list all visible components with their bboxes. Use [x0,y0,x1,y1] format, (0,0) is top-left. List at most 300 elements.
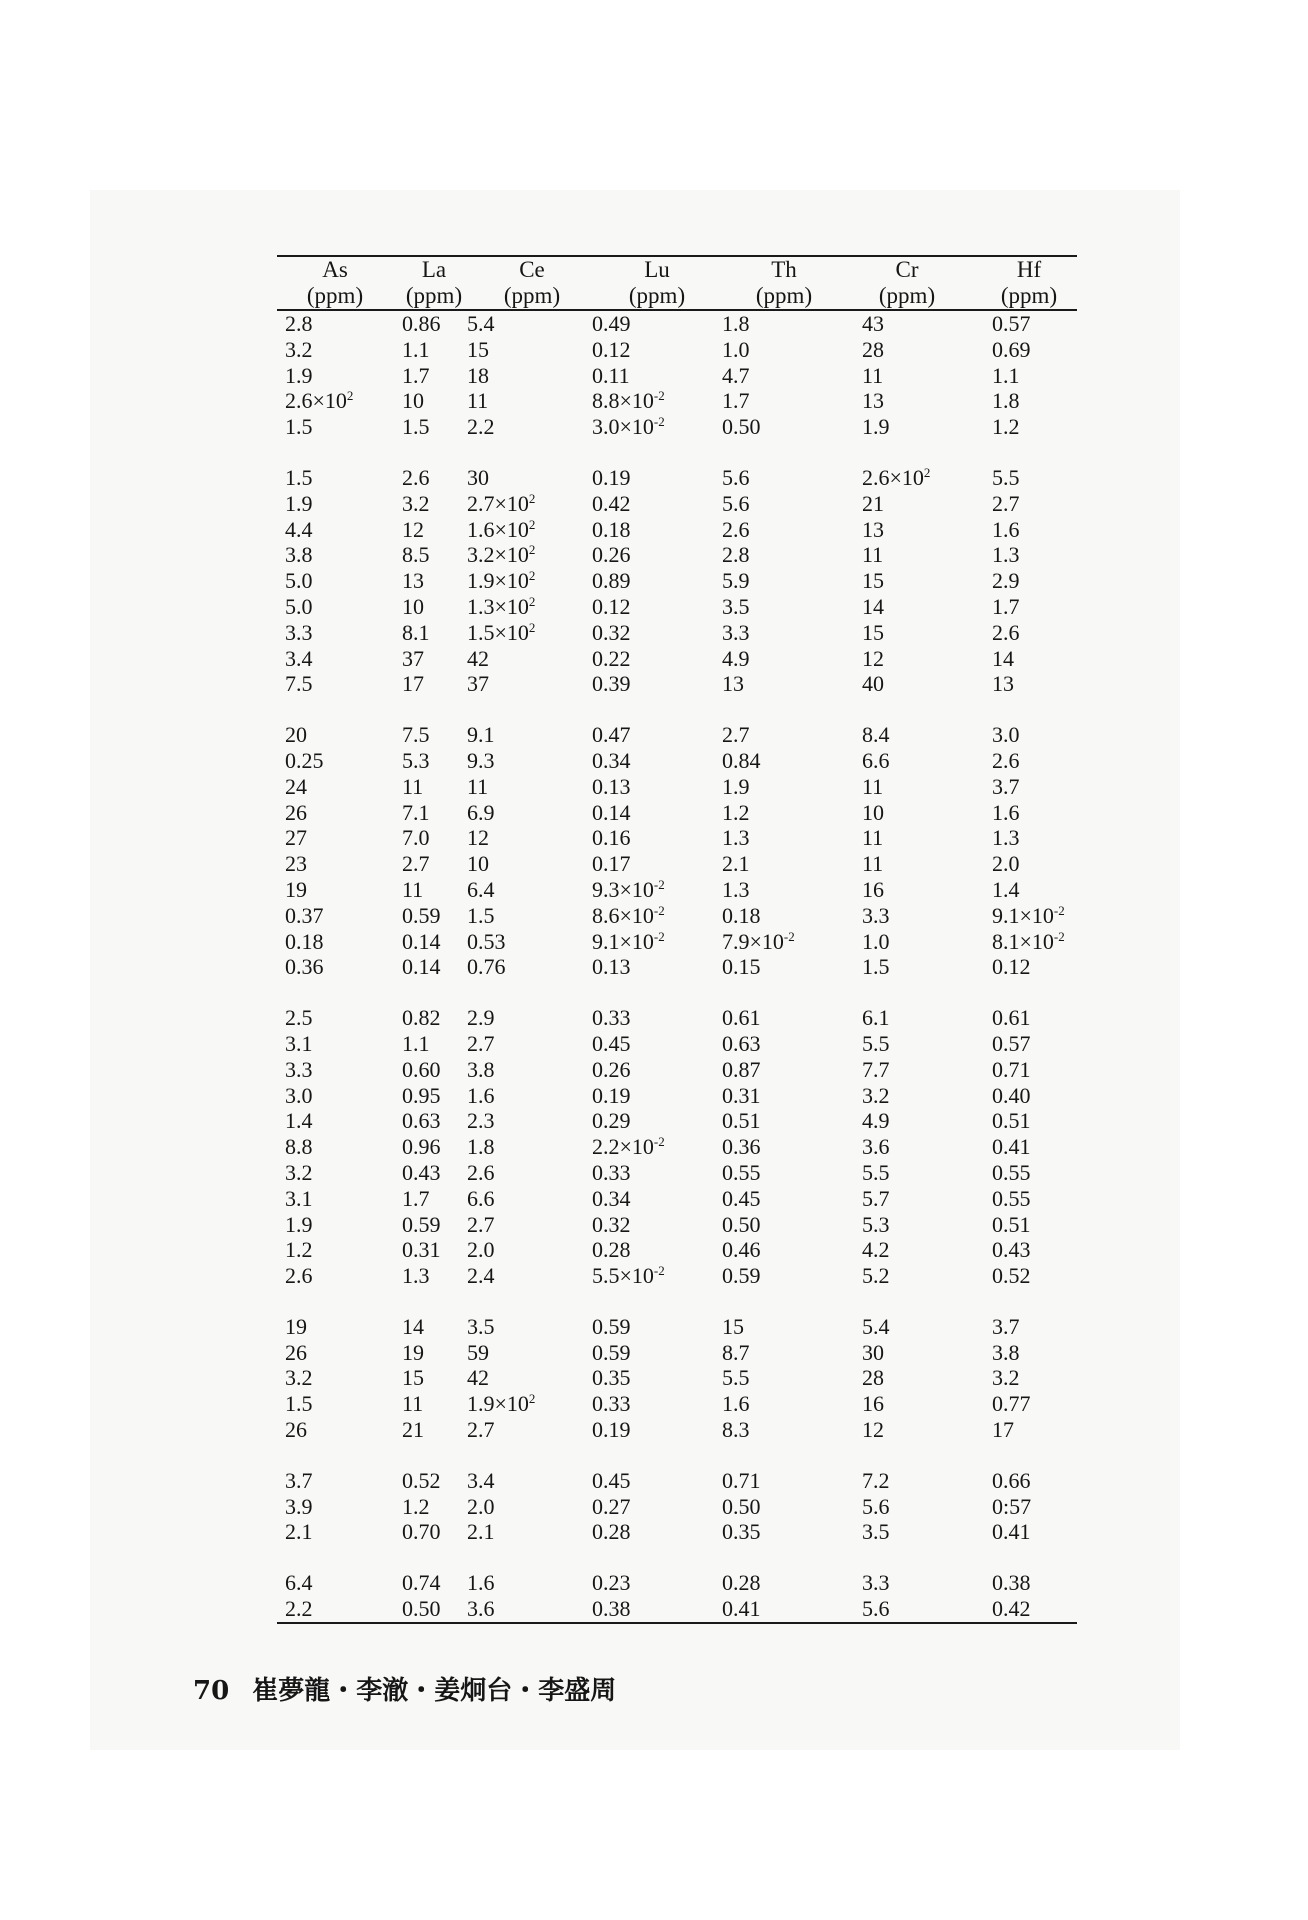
table-cell-la: 0.82 [402,1005,441,1031]
column-header-th [734,257,834,309]
table-cell-as: 19 [285,876,307,902]
page-number: 70 [193,1676,230,1706]
table-cell-lu: 0.26 [592,542,631,568]
table-cell-as: 2.8 [285,311,313,336]
table-row [277,1365,1077,1391]
table-cell-ce: 42 [467,1365,489,1391]
table-cell-cr: 13 [862,388,884,414]
table-cell-ce: 3.6 [467,1596,495,1622]
table-cell-as: 8.8 [285,1134,313,1160]
table-cell-ce: 3.8 [467,1056,495,1082]
table-cell-cr: 28 [862,1365,884,1391]
table-row [277,465,1077,491]
table-cell-la: 15 [402,1365,424,1391]
table-row [277,1468,1077,1494]
table-row-group [277,1468,1077,1545]
table-cell-th: 2.8 [722,542,750,568]
table-cell-ce: 3.4 [467,1467,495,1493]
table-cell-cr: 12 [862,645,884,671]
column-header-hf [979,257,1079,309]
table-cell-la: 37 [402,645,424,671]
table-row [277,646,1077,672]
table-row [277,311,1077,337]
column-header-la [384,257,484,309]
table-cell-lu: 0.26 [592,1056,631,1082]
table-cell-hf: 0.55 [992,1159,1031,1185]
table-cell-th: 5.9 [722,568,750,594]
table-cell-cr: 6.6 [862,747,890,773]
table-cell-cr: 7.2 [862,1467,890,1493]
table-row [277,517,1077,543]
column-unit: (ppm) [628,283,686,308]
table-cell-ce: 2.0 [467,1237,495,1263]
table-cell-ce: 2.4 [467,1263,495,1289]
table-cell-cr: 16 [862,1391,884,1417]
table-cell-hf: 2.6 [992,619,1020,645]
table-cell-ce: 42 [467,645,489,671]
table-cell-th: 1.8 [722,311,750,336]
table-cell-ce: $1.6\times 10^2$ [467,516,536,542]
table-cell-cr: 30 [862,1339,884,1365]
table-cell-lu: 0.28 [592,1237,631,1263]
table-cell-ce: 2.7 [467,1211,495,1237]
table-cell-hf: 1.6 [992,516,1020,542]
table-row [277,1519,1077,1545]
table-row [277,414,1077,440]
table-cell-hf: 2.0 [992,851,1020,877]
table-cell-th: 0.18 [722,902,761,928]
column-header-cr [857,257,957,309]
table-cell-th: 8.7 [722,1339,750,1365]
column-element: Cr [895,257,919,282]
table-cell-cr: 14 [862,593,884,619]
table-cell-cr: 15 [862,568,884,594]
table-cell-hf: 0.40 [992,1082,1031,1108]
table-cell-as: 0.25 [285,747,324,773]
table-cell-ce: 9.1 [467,722,495,748]
table-cell-as: 5.0 [285,593,313,619]
table-cell-as: 5.0 [285,568,313,594]
column-unit: (ppm) [503,283,561,308]
table-cell-ce: 6.6 [467,1185,495,1211]
table-cell-cr: 3.5 [862,1519,890,1545]
table-cell-hf: 1.2 [992,414,1020,440]
table-cell-hf: 0.51 [992,1211,1031,1237]
table-cell-hf: 1.8 [992,388,1020,414]
table-cell-hf: 0.43 [992,1237,1031,1263]
table-cell-hf: 0.77 [992,1391,1031,1417]
table-row [277,491,1077,517]
table-cell-as: 3.8 [285,542,313,568]
table-cell-th: 0.36 [722,1134,761,1160]
table-cell-th: 3.5 [722,593,750,619]
table-cell-ce: 2.9 [467,1005,495,1031]
table-cell-la: 7.0 [402,825,430,851]
table-cell-th: 1.2 [722,799,750,825]
table-cell-lu: 0.59 [592,1313,631,1339]
table-cell-la: 0.70 [402,1519,441,1545]
table-cell-hf: 2.7 [992,490,1020,516]
table-cell-as: 2.2 [285,1596,313,1622]
table-cell-la: 1.5 [402,414,430,440]
table-cell-lu: 0.39 [592,671,631,697]
table-cell-hf: 1.1 [992,362,1020,388]
table-cell-lu: 0.11 [592,362,630,388]
table-cell-la: 13 [402,568,424,594]
table-cell-as: 1.5 [285,464,313,490]
table-cell-lu: 0.18 [592,516,631,542]
table-cell-cr: 3.2 [862,1082,890,1108]
table-cell-hf: 0.41 [992,1519,1031,1545]
table-cell-la: 12 [402,516,424,542]
column-element: Lu [644,257,670,282]
table-cell-la: 0.14 [402,954,441,980]
table-cell-cr: 8.4 [862,722,890,748]
table-cell-ce: 5.4 [467,311,495,336]
table-cell-as: 26 [285,1417,307,1443]
table-cell-th: 0.50 [722,1211,761,1237]
table-cell-lu: 0.45 [592,1467,631,1493]
table-cell-cr: 11 [862,825,884,851]
table-cell-th: 0.50 [722,1493,761,1519]
table-cell-ce: 15 [467,336,489,362]
table-cell-hf: 3.7 [992,773,1020,799]
table-cell-la: 17 [402,671,424,697]
table-cell-lu: $9.3\times 10^{-2}$ [592,876,665,902]
table-cell-hf: 3.7 [992,1313,1020,1339]
table-cell-th: 0.61 [722,1005,761,1031]
table-cell-lu: 0.27 [592,1493,631,1519]
table-row [277,1005,1077,1031]
table-cell-ce: 2.7 [467,1030,495,1056]
table-cell-as: 3.9 [285,1493,313,1519]
table-cell-th: 1.7 [722,388,750,414]
table-cell-lu: 0.14 [592,799,631,825]
table-cell-lu: 0.33 [592,1159,631,1185]
table-row [277,568,1077,594]
table-cell-as: 1.9 [285,362,313,388]
table-cell-lu: 0.12 [592,593,631,619]
table-cell-as: 3.0 [285,1082,313,1108]
table-cell-th: 2.7 [722,722,750,748]
table-cell-hf: 0.61 [992,1005,1031,1031]
table-cell-ce: 1.6 [467,1570,495,1596]
table-cell-la: 1.3 [402,1263,430,1289]
table-bottom-rule [277,1622,1077,1624]
table-cell-th: 0.35 [722,1519,761,1545]
column-element: Hf [1016,257,1042,282]
table-cell-la: 1.7 [402,1185,430,1211]
table-cell-cr: 12 [862,1417,884,1443]
table-cell-cr: 1.5 [862,954,890,980]
table-cell-la: 5.3 [402,747,430,773]
table-cell-ce: 2.7 [467,1417,495,1443]
table-cell-la: 8.5 [402,542,430,568]
table-cell-cr: 16 [862,876,884,902]
table-cell-la: 10 [402,593,424,619]
table-cell-lu: 0.34 [592,747,631,773]
table-cell-cr: 11 [862,851,884,877]
table-cell-th: 1.9 [722,773,750,799]
table-cell-la: 0.60 [402,1056,441,1082]
table-cell-as: 4.4 [285,516,313,542]
table-cell-cr: 3.3 [862,1570,890,1596]
table-cell-la: 7.5 [402,722,430,748]
table-cell-ce: 1.5 [467,902,495,928]
table-cell-ce: 2.0 [467,1493,495,1519]
column-header-lu [607,257,707,309]
table-cell-hf: $9.1\times 10^{-2}$ [992,902,1065,928]
table-cell-lu: $5.5\times 10^{-2}$ [592,1263,665,1289]
table-cell-th: 0.55 [722,1159,761,1185]
table-cell-th: 5.6 [722,490,750,516]
table-cell-ce: 2.3 [467,1108,495,1134]
table-cell-as: 7.5 [285,671,313,697]
table-cell-hf: 0.12 [992,954,1031,980]
table-cell-as: 26 [285,1339,307,1365]
table-cell-as: 3.3 [285,1056,313,1082]
table-cell-ce: 0.53 [467,928,506,954]
table-cell-lu: 0.13 [592,773,631,799]
column-unit: (ppm) [755,283,813,308]
table-cell-lu: 0.33 [592,1391,631,1417]
table-cell-as: 27 [285,825,307,851]
table-cell-lu: $9.1\times 10^{-2}$ [592,928,665,954]
table-cell-hf: 0.41 [992,1134,1031,1160]
table-cell-th: 5.5 [722,1365,750,1391]
table-cell-ce: 1.8 [467,1134,495,1160]
table-row [277,620,1077,646]
table-row [277,388,1077,414]
table-cell-hf: 14 [992,645,1014,671]
table-cell-as: 23 [285,851,307,877]
table-row-group [277,722,1077,980]
table-row [277,1134,1077,1160]
table-cell-lu: 0.19 [592,1417,631,1443]
table-body [277,311,1077,1622]
table-cell-cr: 5.5 [862,1030,890,1056]
table-cell-la: 0.31 [402,1237,441,1263]
table-cell-hf: 1.3 [992,825,1020,851]
table-header [277,257,1077,309]
table-cell-ce: 2.2 [467,414,495,440]
table-row [277,825,1077,851]
table-cell-la: 2.6 [402,464,430,490]
table-cell-la: 1.1 [402,336,430,362]
table-cell-as: 1.5 [285,414,313,440]
column-unit: (ppm) [878,283,936,308]
table-cell-as: 2.6 [285,1263,313,1289]
table-cell-hf: 2.9 [992,568,1020,594]
table-cell-ce: 2.6 [467,1159,495,1185]
table-cell-ce: 2.1 [467,1519,495,1545]
table-cell-la: 0.14 [402,928,441,954]
table-cell-hf: 0.42 [992,1596,1031,1622]
table-row-group [277,1570,1077,1622]
column-element: Ce [519,257,545,282]
table-cell-hf: 1.3 [992,542,1020,568]
page-footer [193,1670,616,1707]
table-cell-lu: 0.38 [592,1596,631,1622]
table-cell-la: 1.2 [402,1493,430,1519]
table-cell-as: 3.2 [285,1365,313,1391]
table-row [277,1417,1077,1443]
table-cell-cr: 11 [862,362,884,388]
table-cell-hf: 0.55 [992,1185,1031,1211]
table-cell-cr: 5.2 [862,1263,890,1289]
table-cell-as: 3.2 [285,1159,313,1185]
table-cell-th: 2.1 [722,851,750,877]
table-cell-th: 5.6 [722,464,750,490]
table-row [277,1340,1077,1366]
table-cell-as: 26 [285,799,307,825]
table-cell-ce: 1.6 [467,1082,495,1108]
table-cell-ce: 10 [467,851,489,877]
table-cell-ce: 30 [467,464,489,490]
table-cell-th: 0.28 [722,1570,761,1596]
table-cell-cr: 11 [862,773,884,799]
table-cell-cr: 5.6 [862,1596,890,1622]
table-cell-as: 3.1 [285,1185,313,1211]
table-cell-cr: 3.3 [862,902,890,928]
table-cell-ce: $3.2\times 10^2$ [467,542,536,568]
table-cell-hf: 0.57 [992,311,1031,336]
table-cell-th: 0.59 [722,1263,761,1289]
table-cell-lu: 0.19 [592,1082,631,1108]
table-cell-lu: 0.47 [592,722,631,748]
table-cell-lu: 0.34 [592,1185,631,1211]
table-cell-la: 7.1 [402,799,430,825]
table-cell-hf: 0.69 [992,336,1031,362]
table-cell-cr: 5.6 [862,1493,890,1519]
table-row [277,877,1077,903]
table-cell-th: 0.84 [722,747,761,773]
column-unit: (ppm) [405,283,463,308]
table-row [277,1057,1077,1083]
table-cell-ce: 0.76 [467,954,506,980]
table-cell-lu: 0.16 [592,825,631,851]
table-cell-ce: $1.5\times 10^2$ [467,619,536,645]
table-row [277,1160,1077,1186]
table-cell-la: 0.59 [402,1211,441,1237]
table-row [277,851,1077,877]
table-cell-lu: 0.13 [592,954,631,980]
table-cell-th: 1.3 [722,825,750,851]
table-cell-cr: 7.7 [862,1056,890,1082]
table-cell-cr: 5.3 [862,1211,890,1237]
table-cell-cr: 5.4 [862,1313,890,1339]
table-cell-la: 11 [402,1391,424,1417]
column-element: La [421,257,447,282]
table-cell-th: 0.63 [722,1030,761,1056]
table-cell-hf: 5.5 [992,464,1020,490]
table-cell-th: $7.9\times 10^{-2}$ [722,928,795,954]
table-cell-ce: 9.3 [467,747,495,773]
table-cell-ce: 6.9 [467,799,495,825]
table-cell-as: 1.9 [285,1211,313,1237]
table-cell-as: 20 [285,722,307,748]
table-cell-la: 0.95 [402,1082,441,1108]
table-cell-lu: 0.59 [592,1339,631,1365]
table-cell-th: 0.46 [722,1237,761,1263]
table-cell-cr: 5.7 [862,1185,890,1211]
table-cell-lu: $8.6\times 10^{-2}$ [592,902,665,928]
table-cell-hf: 0.66 [992,1467,1031,1493]
table-cell-ce: 3.5 [467,1313,495,1339]
table-cell-ce: 12 [467,825,489,851]
table-cell-as: 3.7 [285,1467,313,1493]
table-cell-la: 0.43 [402,1159,441,1185]
table-cell-lu: 0.12 [592,336,631,362]
table-cell-hf: 3.8 [992,1339,1020,1365]
table-cell-hf: 17 [992,1417,1014,1443]
table-cell-hf: 1.7 [992,593,1020,619]
table-cell-cr: 40 [862,671,884,697]
table-cell-as: $2.6\times 10^2$ [285,388,354,414]
table-cell-as: 1.4 [285,1108,313,1134]
table-row-group [277,311,1077,440]
table-cell-ce: 18 [467,362,489,388]
table-cell-th: 0.87 [722,1056,761,1082]
table-row [277,1391,1077,1417]
table-cell-ce: 37 [467,671,489,697]
table-cell-la: 0.59 [402,902,441,928]
table-cell-cr: 1.0 [862,928,890,954]
table-cell-th: 4.9 [722,645,750,671]
table-row [277,954,1077,980]
column-element: Th [771,257,797,282]
table-cell-la: 11 [402,876,424,902]
column-header-as [285,257,385,309]
author-names: 崔夢龍・李澈・姜炯台・李盛周 [252,1676,617,1706]
table-cell-lu: 0.32 [592,1211,631,1237]
table-row [277,929,1077,955]
table-cell-th: 2.6 [722,516,750,542]
table-cell-cr: 11 [862,542,884,568]
table-cell-ce: 59 [467,1339,489,1365]
table-cell-lu: $3.0\times 10^{-2}$ [592,414,665,440]
table-cell-as: 2.5 [285,1005,313,1031]
table-cell-lu: 0.32 [592,619,631,645]
table-cell-cr: $2.6\times 10^2$ [862,464,931,490]
table-cell-la: 14 [402,1313,424,1339]
table-cell-lu: $8.8\times 10^{-2}$ [592,388,665,414]
column-unit: (ppm) [306,283,364,308]
table-cell-as: 2.1 [285,1519,313,1545]
table-cell-hf: 13 [992,671,1014,697]
table-cell-hf: 0.52 [992,1263,1031,1289]
table-cell-lu: 0.89 [592,568,631,594]
table-cell-cr: 1.9 [862,414,890,440]
table-cell-la: 1.1 [402,1030,430,1056]
table-row [277,337,1077,363]
table-cell-as: 0.18 [285,928,324,954]
table-cell-lu: 0.28 [592,1519,631,1545]
table-cell-th: 4.7 [722,362,750,388]
table-row-group [277,1005,1077,1289]
table-cell-la: 0.52 [402,1467,441,1493]
table-cell-lu: 0.23 [592,1570,631,1596]
table-cell-ce: $1.9\times 10^2$ [467,568,536,594]
table-cell-th: 8.3 [722,1417,750,1443]
table-cell-la: 0.74 [402,1570,441,1596]
table-cell-th: 3.3 [722,619,750,645]
table-row [277,1570,1077,1596]
table-cell-hf: 1.6 [992,799,1020,825]
table-cell-cr: 4.2 [862,1237,890,1263]
table-cell-th: 0.51 [722,1108,761,1134]
table-row [277,1263,1077,1289]
